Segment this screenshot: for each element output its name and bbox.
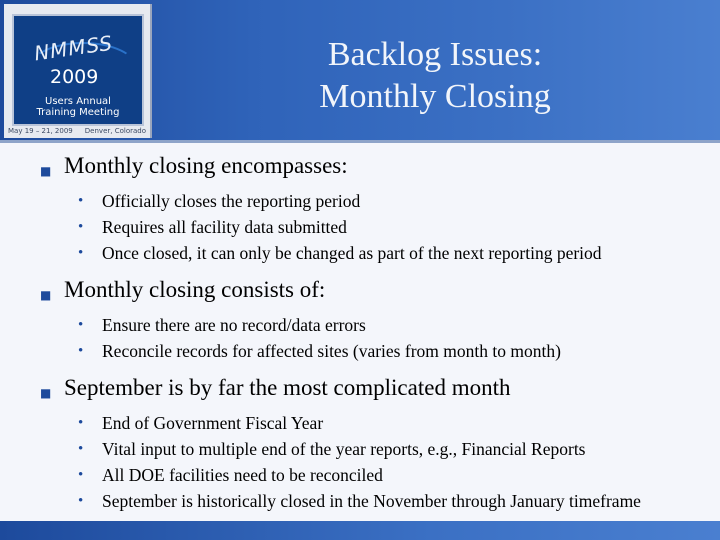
slide-title xyxy=(200,34,670,118)
list-item xyxy=(40,410,710,436)
square-bullet-icon: ■ xyxy=(40,164,52,178)
list-item xyxy=(40,214,710,240)
round-bullet-icon: • xyxy=(78,245,84,261)
list-item-text: Vital input to multiple end of the year reports, e.g., Financial Reports xyxy=(102,439,586,459)
round-bullet-icon: • xyxy=(78,415,84,431)
section-heading-text: September is by far the most complicated month xyxy=(64,375,511,400)
round-bullet-icon: • xyxy=(78,219,84,235)
list-item xyxy=(40,338,710,364)
square-bullet-icon: ■ xyxy=(40,288,52,302)
title-line-2: Monthly Closing xyxy=(319,78,551,115)
list-item-text: End of Government Fiscal Year xyxy=(102,413,324,433)
logo-panel xyxy=(12,14,144,126)
logo-date: May 19 – 21, 2009 xyxy=(8,127,73,135)
slide-header xyxy=(0,0,720,140)
list-item xyxy=(40,312,710,338)
list-item-text: September is historically closed in the November through January timeframe xyxy=(102,491,641,511)
list-item-text: All DOE facilities need to be reconciled xyxy=(102,465,383,485)
list-item-text: Once closed, it can only be changed as part of the next reporting period xyxy=(102,243,602,263)
logo-location: Denver, Colorado xyxy=(84,127,146,135)
round-bullet-icon: • xyxy=(78,467,84,483)
section-heading xyxy=(40,374,710,402)
title-line-1: Backlog Issues: xyxy=(327,36,543,73)
slide-body xyxy=(40,152,710,514)
section-heading-text: Monthly closing encompasses: xyxy=(64,153,348,178)
list-item-text: Requires all facility data submitted xyxy=(102,217,347,237)
header-divider xyxy=(0,140,720,143)
section-heading-text: Monthly closing consists of: xyxy=(64,277,326,302)
round-bullet-icon: • xyxy=(78,193,84,209)
list-item-text: Ensure there are no record/data errors xyxy=(102,315,366,335)
logo-year: 2009 xyxy=(50,66,99,88)
round-bullet-icon: • xyxy=(78,343,84,359)
list-item xyxy=(40,188,710,214)
square-bullet-icon: ■ xyxy=(40,386,52,400)
conference-logo xyxy=(4,4,152,138)
list-item xyxy=(40,488,710,514)
round-bullet-icon: • xyxy=(78,493,84,509)
round-bullet-icon: • xyxy=(78,317,84,333)
round-bullet-icon: • xyxy=(78,441,84,457)
logo-arc-text: NMMSS xyxy=(32,30,115,66)
list-item-text: Officially closes the reporting period xyxy=(102,191,361,211)
list-item xyxy=(40,436,710,462)
list-item-text: Reconcile records for affected sites (varies from month to month) xyxy=(102,341,561,361)
section-heading xyxy=(40,152,710,180)
logo-footer xyxy=(4,127,150,135)
section-heading xyxy=(40,276,710,304)
list-item xyxy=(40,462,710,488)
slide-footer-bar xyxy=(0,521,720,540)
list-item xyxy=(40,240,710,266)
logo-subtitle: Users Annual Training Meeting xyxy=(36,96,120,118)
